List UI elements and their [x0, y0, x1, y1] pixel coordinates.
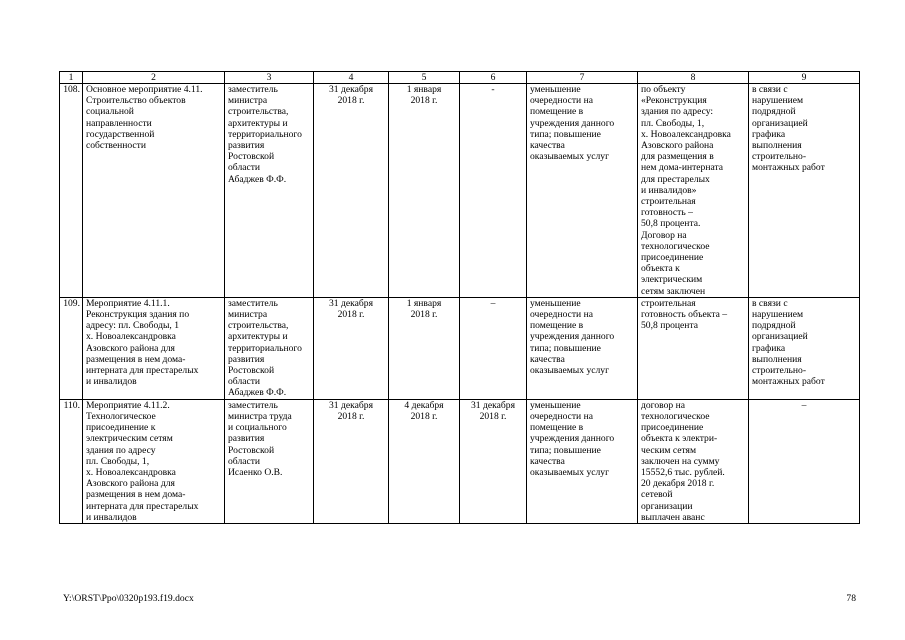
cell-line: архитектуры и [228, 117, 288, 129]
cell-line: заключен на сумму [641, 455, 720, 467]
cell-c4 [314, 297, 389, 399]
table-row [60, 84, 860, 298]
cell-line: сетевой [641, 489, 673, 501]
row-number: 108. [60, 84, 83, 298]
cell-line: - [491, 84, 495, 95]
cell-line: 50,8 процента. [641, 218, 701, 230]
cell-line: 2018 г. [410, 410, 438, 422]
header-cell-1: 1 [60, 72, 83, 84]
header-row [60, 72, 860, 84]
table-row [60, 297, 860, 399]
cell-line: 2018 г. [337, 410, 365, 422]
cell-c6 [460, 297, 527, 399]
cell-line: очередности на [530, 95, 593, 107]
cell-line: строительно- [752, 151, 807, 163]
row-number: 110. [60, 399, 83, 523]
cell-line: договор на [641, 399, 686, 411]
cell-line: типа; повышение [530, 342, 601, 354]
cell-line: и инвалидов» [641, 184, 697, 196]
cell-line: для размещения в [641, 151, 714, 163]
cell-line: присоединение к [86, 422, 156, 434]
cell-line: строительства, [228, 106, 289, 118]
main-table [59, 71, 860, 524]
cell-line: – [490, 297, 496, 309]
cell-line: учреждения данного [530, 117, 615, 129]
cell-line: оказываемых услуг [530, 365, 610, 377]
cell-line: пл. Свободы, 1, [641, 117, 705, 129]
cell-line: присоединение [641, 422, 704, 434]
cell-line: 2018 г. [337, 309, 365, 321]
cell-line: заместитель [228, 84, 278, 95]
cell-line: сетям заключен [641, 285, 706, 297]
cell-line: для престарелых [641, 173, 710, 185]
cell-line: уменьшение [530, 84, 581, 95]
cell-c3 [225, 297, 314, 399]
cell-line: нарушением [752, 95, 804, 107]
cell-line: развития [228, 353, 265, 365]
header-cell-4: 4 [314, 72, 389, 84]
cell-line: собственности [86, 140, 147, 152]
cell-line: оказываемых услуг [530, 466, 610, 478]
cell-line: объекта к [641, 263, 680, 275]
cell-line: в связи с [752, 297, 788, 309]
cell-line: 50,8 процента [641, 320, 699, 332]
cell-line: 2018 г. [337, 95, 365, 107]
cell-line: учреждения данного [530, 433, 615, 445]
footer-file-path: Y:\ORST\Ppo\0320p193.f19.docx [63, 593, 194, 604]
cell-line: электрическим сетям [86, 433, 173, 445]
cell-line: территориального [228, 342, 302, 354]
cell-line: Строительство объектов [86, 95, 186, 107]
cell-c7 [527, 297, 638, 399]
cell-line: 1 января [406, 297, 442, 309]
cell-line: присоединение [641, 252, 704, 264]
cell-line: Мероприятие 4.11.1. [86, 297, 170, 309]
cell-line: выплачен аванс [641, 511, 705, 523]
cell-line: графика [752, 342, 786, 354]
cell-line: х. Новоалександровка [641, 128, 731, 140]
cell-line: 31 декабря [471, 399, 515, 411]
cell-line: 15552,6 тыс. рублей. [641, 466, 725, 478]
cell-c7 [527, 84, 638, 298]
cell-line: монтажных работ [752, 376, 825, 388]
cell-line: «Реконструкция [641, 95, 707, 107]
cell-line: министра труда [228, 410, 292, 422]
cell-line: социальной [86, 106, 134, 118]
cell-c9 [749, 297, 860, 399]
cell-line: типа; повышение [530, 128, 601, 140]
cell-line: графика [752, 128, 786, 140]
cell-line: подрядной [752, 320, 796, 332]
cell-line: строительства, [228, 320, 289, 332]
cell-line: развития [228, 140, 265, 152]
cell-line: организации [641, 500, 693, 512]
cell-line: уменьшение [530, 297, 581, 309]
cell-line: министра [228, 95, 268, 107]
cell-c5 [389, 84, 460, 298]
cell-c2 [83, 399, 225, 523]
cell-line: заместитель [228, 297, 278, 309]
cell-line: Мероприятие 4.11.2. [86, 399, 170, 411]
cell-c9 [749, 84, 860, 298]
cell-c8 [638, 297, 749, 399]
cell-line: Абаджев Ф.Ф. [228, 387, 287, 399]
cell-line: помещение в [530, 422, 584, 434]
cell-line: развития [228, 433, 265, 445]
cell-line: 1 января [406, 84, 442, 95]
cell-line: Ростовской [228, 444, 275, 456]
cell-line: объекта к электри- [641, 433, 718, 445]
cell-line: заместитель [228, 399, 278, 411]
cell-line: готовность – [641, 207, 693, 219]
cell-line: и инвалидов [86, 511, 137, 523]
cell-line: технологическое [641, 240, 710, 252]
header-cell-3: 3 [225, 72, 314, 84]
cell-line: организацией [752, 117, 808, 129]
cell-line: электрическим [641, 274, 703, 286]
cell-line: ческим сетям [641, 444, 697, 456]
cell-line: 4 декабря [404, 399, 444, 411]
cell-line: Договор на [641, 229, 687, 241]
cell-line: очередности на [530, 410, 593, 422]
header-cell-5: 5 [389, 72, 460, 84]
cell-line: области [228, 455, 261, 467]
cell-line: Исаенко О.В. [228, 466, 283, 478]
cell-line: готовность объекта – [641, 309, 728, 321]
cell-line: учреждения данного [530, 331, 615, 343]
cell-line: Реконструкция здания по [86, 309, 190, 321]
cell-line: 2018 г. [410, 309, 438, 321]
header-cell-9: 9 [749, 72, 860, 84]
cell-line: 20 декабря 2018 г. [641, 478, 715, 490]
cell-line: Основное мероприятие 4.11. [86, 84, 203, 95]
row-number: 109. [60, 297, 83, 399]
cell-c3 [225, 84, 314, 298]
cell-line: направленности [86, 117, 152, 129]
cell-line: по объекту [641, 84, 686, 95]
cell-c7 [527, 399, 638, 523]
cell-line: очередности на [530, 309, 593, 321]
cell-line: строительная [641, 297, 696, 309]
cell-line: подрядной [752, 106, 796, 118]
cell-c5 [389, 399, 460, 523]
cell-line: х. Новоалександровка [86, 331, 176, 343]
cell-line: помещение в [530, 320, 584, 332]
cell-c9 [749, 399, 860, 523]
cell-line: выполнения [752, 353, 802, 365]
cell-line: х. Новоалександровка [86, 466, 176, 478]
cell-c2 [83, 297, 225, 399]
cell-line: строительная [641, 196, 696, 208]
header-cell-2: 2 [83, 72, 225, 84]
cell-c8 [638, 84, 749, 298]
cell-line: нем дома-интерната [641, 162, 724, 174]
cell-line: помещение в [530, 106, 584, 118]
header-cell-6: 6 [460, 72, 527, 84]
cell-line: министра [228, 309, 268, 321]
table-row [60, 399, 860, 523]
header-cell-7: 7 [527, 72, 638, 84]
cell-line: и инвалидов [86, 376, 137, 388]
cell-c4 [314, 84, 389, 298]
cell-line: области [228, 376, 261, 388]
cell-line: здания по адресу: [641, 106, 714, 118]
cell-line: оказываемых услуг [530, 151, 610, 163]
cell-line: качества [530, 353, 565, 365]
cell-line: уменьшение [530, 399, 581, 411]
cell-line: типа; повышение [530, 444, 601, 456]
cell-line: технологическое [641, 410, 710, 422]
cell-line: нарушением [752, 309, 804, 321]
cell-line: Азовского района для [86, 478, 175, 490]
footer-page-number: 78 [846, 593, 856, 604]
cell-line: здания по адресу [86, 444, 156, 456]
cell-line: – [801, 399, 807, 411]
cell-line: размещения в нем дома- [86, 489, 186, 501]
cell-line: 31 декабря [329, 399, 373, 411]
cell-c4 [314, 399, 389, 523]
cell-line: Ростовской [228, 365, 275, 377]
cell-line: организацией [752, 331, 808, 343]
cell-line: Азовского района [641, 140, 714, 152]
cell-line: и социального [228, 422, 287, 434]
cell-c6 [460, 399, 527, 523]
cell-line: 31 декабря [329, 297, 373, 309]
cell-line: качества [530, 140, 565, 152]
cell-line: Абаджев Ф.Ф. [228, 173, 287, 185]
cell-c8 [638, 399, 749, 523]
cell-line: Ростовской [228, 151, 275, 163]
cell-line: монтажных работ [752, 162, 825, 174]
cell-line: качества [530, 455, 565, 467]
cell-c5 [389, 297, 460, 399]
cell-line: 31 декабря [329, 84, 373, 95]
cell-c6 [460, 84, 527, 298]
cell-line: государственной [86, 128, 155, 140]
cell-line: области [228, 162, 261, 174]
cell-line: пл. Свободы, 1, [86, 455, 150, 467]
cell-line: интерната для престарелых [86, 365, 199, 377]
cell-line: 2018 г. [410, 95, 438, 107]
cell-c3 [225, 399, 314, 523]
cell-line: в связи с [752, 84, 788, 95]
cell-line: размещения в нем дома- [86, 353, 186, 365]
header-cell-8: 8 [638, 72, 749, 84]
cell-c2 [83, 84, 225, 298]
cell-line: Технологическое [86, 410, 156, 422]
cell-line: адресу: пл. Свободы, 1 [86, 320, 180, 332]
cell-line: Азовского района для [86, 342, 175, 354]
cell-line: 2018 г. [479, 410, 507, 422]
cell-line: территориального [228, 128, 302, 140]
cell-line: строительно- [752, 365, 807, 377]
cell-line: выполнения [752, 140, 802, 152]
cell-line: архитектуры и [228, 331, 288, 343]
cell-line: интерната для престарелых [86, 500, 199, 512]
